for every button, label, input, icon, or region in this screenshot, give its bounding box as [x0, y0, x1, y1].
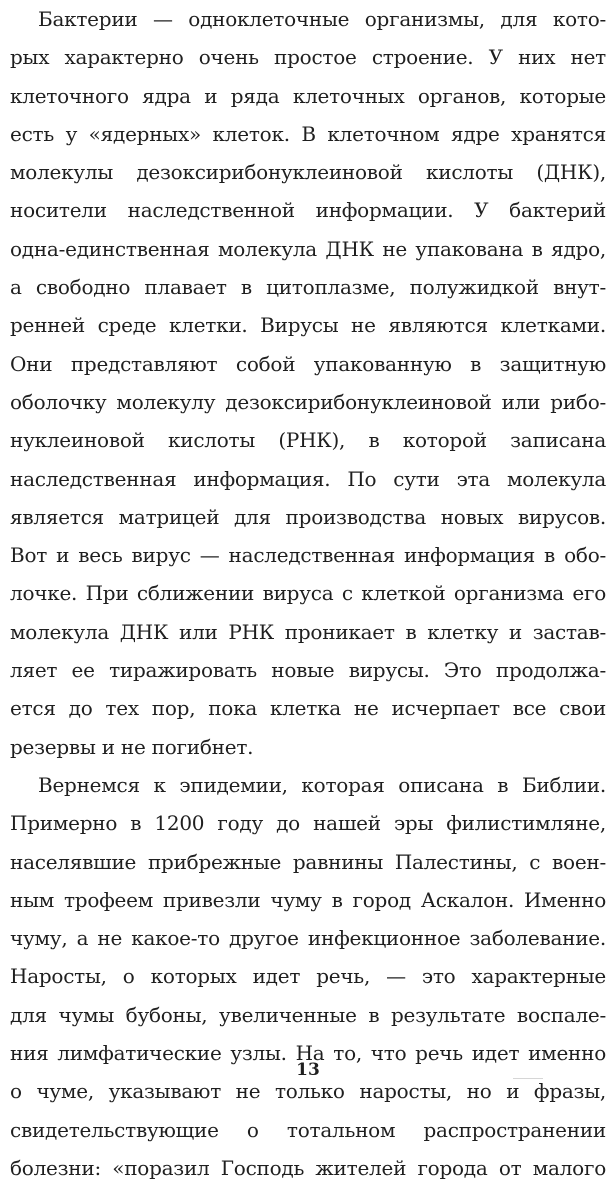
text-line: Бактерии — одноклеточные организмы, для кото- [38, 7, 606, 31]
text-line: для чумы бубоны, увеличенные в результате воспале- [10, 1002, 606, 1027]
text-line: есть у «ядерных» клеток. В клеточном ядре хранятся [10, 121, 606, 146]
text-line: клеточного ядра и ряда клеточных органов, которые [10, 83, 606, 108]
divider [513, 1078, 543, 1079]
text-line: ется до тех пор, пока клетка не исчерпает все свои [10, 696, 606, 721]
text-line: свидетельствующие о тотальном распространении [10, 1117, 606, 1142]
page-number: 13 [296, 1060, 320, 1080]
text-line: Наросты, о которых идет речь, — это характерные [10, 964, 606, 989]
text-line: наследственная информация. По сути эта молекула [10, 466, 606, 491]
text-line: нуклеиновой кислоты (РНК), в которой записана [10, 428, 606, 453]
text-line: ным трофеем привезли чуму в город Аскалон. Именно [10, 887, 606, 912]
text-line: Вот и весь вирус — наследственная информация в обо- [10, 543, 606, 568]
text-line: населявшие прибрежные равнины Палестины, с воен- [10, 849, 606, 874]
text-line: молекула ДНК или РНК проникает в клетку и застав- [10, 619, 606, 644]
paragraph-bible-epidemic [10, 766, 606, 1187]
text-line: является матрицей для производства новых вирусов. [10, 504, 606, 529]
paragraph-bacteria-viruses [10, 0, 606, 766]
text-line: Вернемся к эпидемии, которая описана в Библии. [38, 772, 606, 797]
text-line: а свободно плавает в цитоплазме, полужидкой внут- [10, 275, 606, 300]
text-line: носители наследственной информации. У бактерий [10, 198, 606, 223]
text-line: ляет ее тиражировать новые вирусы. Это продолжа- [10, 658, 606, 683]
text-line: одна-единственная молекула ДНК не упакована в ядро, [10, 236, 606, 261]
text-line: рых характерно очень простое строение. У них нет [10, 45, 606, 70]
text-line: чуму, а не какое-то другое инфекционное заболевание. [10, 926, 606, 951]
body-text [10, 0, 606, 1187]
text-line: молекулы дезоксирибонуклеиновой кислоты (ДНК), [10, 160, 606, 185]
text-line: болезни: «поразил Господь жителей города от малого [10, 1155, 606, 1180]
text-line: Они представляют собой упакованную в защитную [10, 351, 606, 376]
text-line: ния лимфатические узлы. На то, что речь идет именно [10, 1041, 606, 1066]
text-line: лочке. При сближении вируса с клеткой организма его [10, 581, 606, 606]
text-line: Примерно в 1200 году до нашей эры филистимляне, [10, 811, 606, 836]
text-line: о чуме, указывают не только наросты, но и фразы, [10, 1079, 606, 1104]
text-line: ренней среде клетки. Вирусы не являются клетками. [10, 313, 606, 338]
text-line: резервы и не погибнет. [10, 734, 254, 759]
text-line: оболочку молекулу дезоксирибонуклеиновой или рибо- [10, 389, 606, 414]
